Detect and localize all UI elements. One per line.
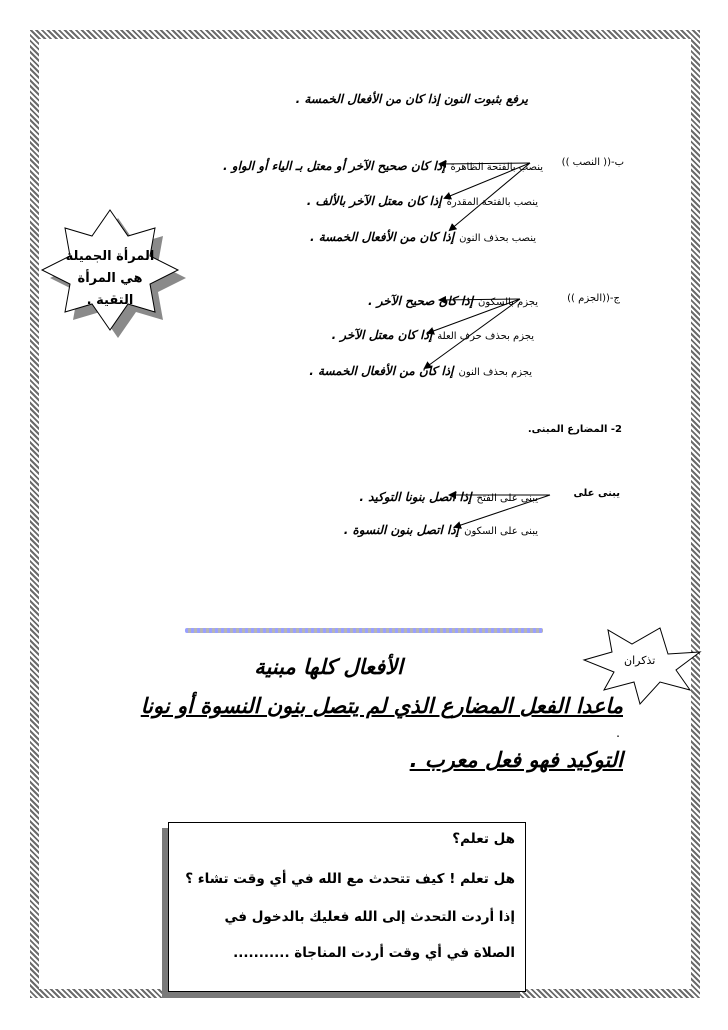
mabni-item-2-condition: إذا اتصل بنون النسوة . (343, 523, 459, 537)
mabni-label: يبنى على (573, 488, 620, 499)
jazm-item-2-prefix: يجزم بحذف حرف العلة (437, 331, 534, 342)
raf-text: يرفع بثبوت النون إذا كان من الأفعال الخمسة . (295, 92, 528, 106)
nasb-item-1-prefix: ينصب بالفتحة الظاهرة (450, 162, 543, 173)
remember-badge: تذكران (624, 654, 656, 667)
did-you-know-title: هل تعلم؟ (452, 831, 515, 847)
nasb-item-2-prefix: ينصب بالفتحة المقدرة (446, 197, 538, 208)
nasb-item-2-condition: إذا كان معتل الآخر بالألف . (306, 194, 442, 208)
nasb-arrow-3 (450, 163, 530, 230)
nasb-item-3-prefix: ينصب بحذف النون (459, 233, 536, 244)
mabni-item-2-prefix: يبنى على السكون (464, 526, 538, 537)
mabni-heading: 2- المضارع المبنى. (527, 424, 622, 435)
rule-dot: . (616, 726, 620, 740)
nasb-arrow-2 (445, 163, 530, 198)
jazm-arrow-3 (425, 299, 520, 368)
did-you-know-line-2: إذا أردت التحدث إلى الله فعليك بالدخول في (224, 909, 515, 925)
rule-line-3: التوكيد فهو فعل معرب . (409, 748, 623, 772)
jazm-heading: ج-((الجزم )) (567, 293, 620, 304)
star-note-line-3: التقية . (86, 293, 134, 308)
jazm-arrow-1 (440, 299, 520, 300)
mabni-item-1-prefix: يبنى على الفتح (476, 493, 538, 504)
rule-line-1: الأفعال كلها مبنية (254, 655, 403, 679)
jazm-item-2-condition: إذا كان معتل الآخر . (331, 328, 433, 342)
decorative-divider (185, 628, 543, 633)
nasb-arrow-1 (440, 163, 530, 164)
jazm-arrow-2 (428, 299, 520, 333)
jazm-item-1-prefix: يجزم بالسكون (478, 297, 538, 308)
mabni-item-1-condition: إذا اتصل بنونا التوكيد . (359, 490, 472, 504)
did-you-know-box (168, 822, 526, 992)
did-you-know-line-1: هل تعلم ! كيف تتحدث مع الله في أي وقت تشاء ؟ (185, 871, 515, 887)
did-you-know-line-3: الصلاة في أي وقت أردت المناجاة ........... (233, 945, 515, 961)
mabni-arrow-2 (455, 495, 550, 527)
nasb-item-3-condition: إذا كان من الأفعال الخمسة . (309, 230, 455, 244)
star-note (55, 246, 165, 312)
nasb-item-1-condition: إذا كان صحيح الآخر أو معتل بـ الياء أو الواو . (223, 159, 446, 173)
jazm-item-3-condition: إذا كان من الأفعال الخمسة . (309, 364, 454, 378)
star-note-line-2: هي المرأة (77, 271, 143, 286)
jazm-item-1-condition: إذا كان صحيح الآخر . (367, 294, 473, 308)
nasb-heading: ب-(( النصب )) (561, 157, 624, 168)
rule-line-2: ماعدا الفعل المضارع الذي لم يتصل بنون النسوة أو نونا (140, 694, 623, 718)
jazm-item-3-prefix: يجزم بحذف النون (458, 367, 532, 378)
star-note-line-1: المرأة الجميلة (65, 249, 155, 264)
